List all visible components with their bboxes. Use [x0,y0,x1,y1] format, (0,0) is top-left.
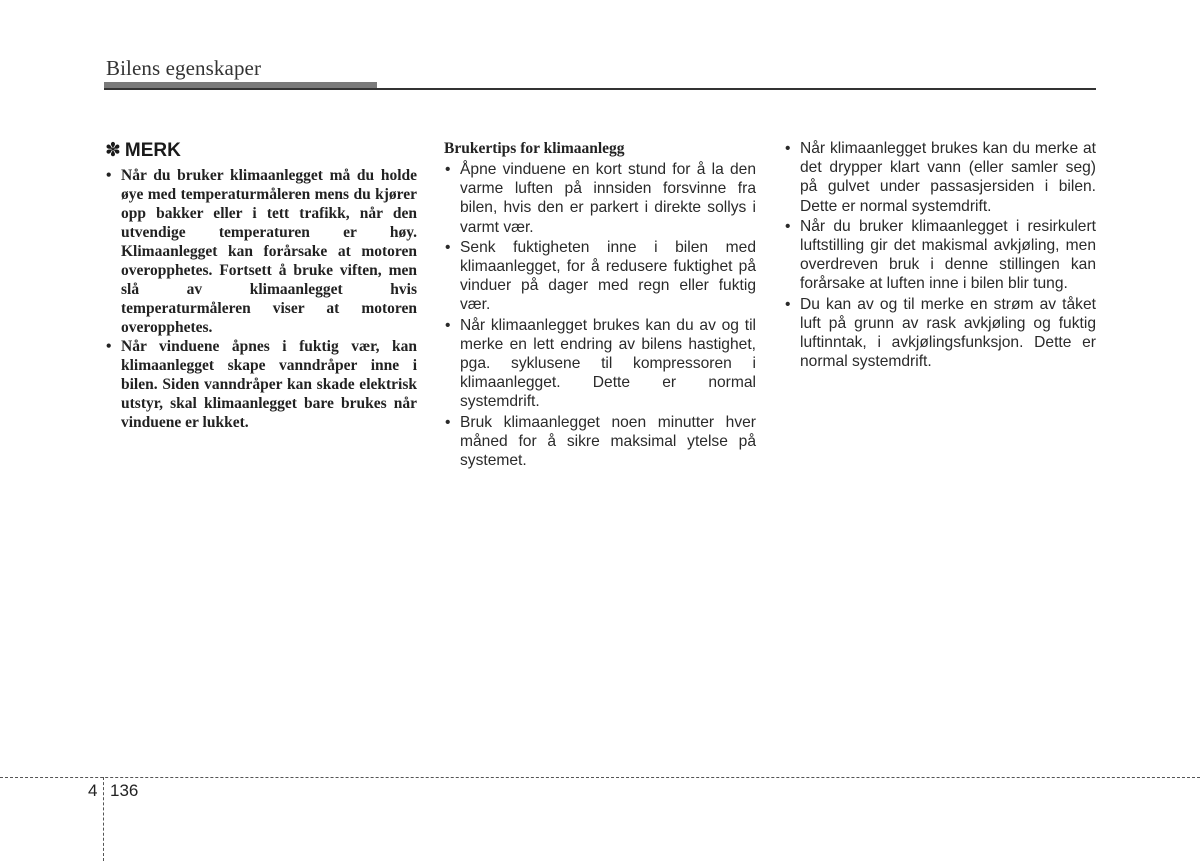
tips-column-continued [784,139,1096,372]
footer-divider [103,777,104,861]
section-title: Bilens egenskaper [106,56,262,80]
bullet-icon: • [106,338,112,355]
bullet-icon: • [445,238,451,256]
tips-heading: Brukertips for klimaanlegg [444,140,625,157]
bullet-icon: • [106,167,112,184]
list-item: • Bruk klimaanlegget noen minutter hver måned for å sikre maksimal ytelse på systemet. [445,413,756,470]
tips-list-continued [784,139,1096,371]
merk-note [105,140,417,432]
merk-list [105,166,417,432]
note-star-icon: ✽ [105,140,121,161]
list-item: • Når du bruker klimaanlegget må du holde øye med temperaturmåleren mens du kjører opp bakker eller i tett trafikk, når den utvendige temperaturen er høy. Klimaanlegget kan forårsake at motoren overopphetes. Fortsett å bruke viften, men slå av klimaanlegget hvis temperaturmåleren viser at motoren overopphetes. [106,167,417,336]
bullet-icon: • [785,140,791,157]
bullet-icon: • [785,217,791,235]
footer-rule [0,777,1200,778]
chapter-number: 4 [88,781,98,800]
tips-column [444,139,756,471]
bullet-icon: • [445,316,451,334]
list-item: • Når vinduene åpnes i fuktig vær, kan klimaanlegget skape vanndråper inne i bilen. Siden vanndråper kan skade elektrisk utstyr, skal klimaanlegget bare brukes når vinduene er lukket. [106,338,417,431]
tips-list [444,160,756,470]
page-number: 136 [110,781,139,800]
header-rule [104,88,1096,90]
bullet-icon: • [445,413,451,431]
merk-heading [105,140,417,162]
list-item: • Du kan av og til merke en strøm av tåket luft på grunn av rask avkjøling og fuktig luftinntak, i avkjølingsfunksjon. Dette er normal systemdrift. [785,295,1096,371]
list-item: • Når klimaanlegget brukes kan du merke at det drypper klart vann (eller samler seg) på gulvet under passasjersiden i bilen. Dette er normal systemdrift. [785,140,1096,215]
bullet-icon: • [445,161,451,178]
bullet-icon: • [785,295,791,313]
list-item: • Når klimaanlegget brukes kan du av og til merke en lett endring av bilens hastighet, pga. syklusene til kompressoren i klimaanlegget. Dette er normal systemdrift. [445,316,756,411]
list-item: • Åpne vinduene en kort stund for å la den varme luften på innsiden forsvinne fra bilen, hvis den er parkert i direkte sollys i varmt vær. [445,161,756,236]
list-item: • Senk fuktigheten inne i bilen med klimaanlegget, for å redusere fuktighet på vinduer på dager med regn eller fuktig vær. [445,238,756,314]
list-item: • Når du bruker klimaanlegget i resirkulert luftstilling gir det makismal avkjøling, men overdreven bruk i denne stillingen kan forårsake at luften inne i bilen blir tung. [785,217,1096,293]
merk-heading-label: MERK [124,140,181,161]
